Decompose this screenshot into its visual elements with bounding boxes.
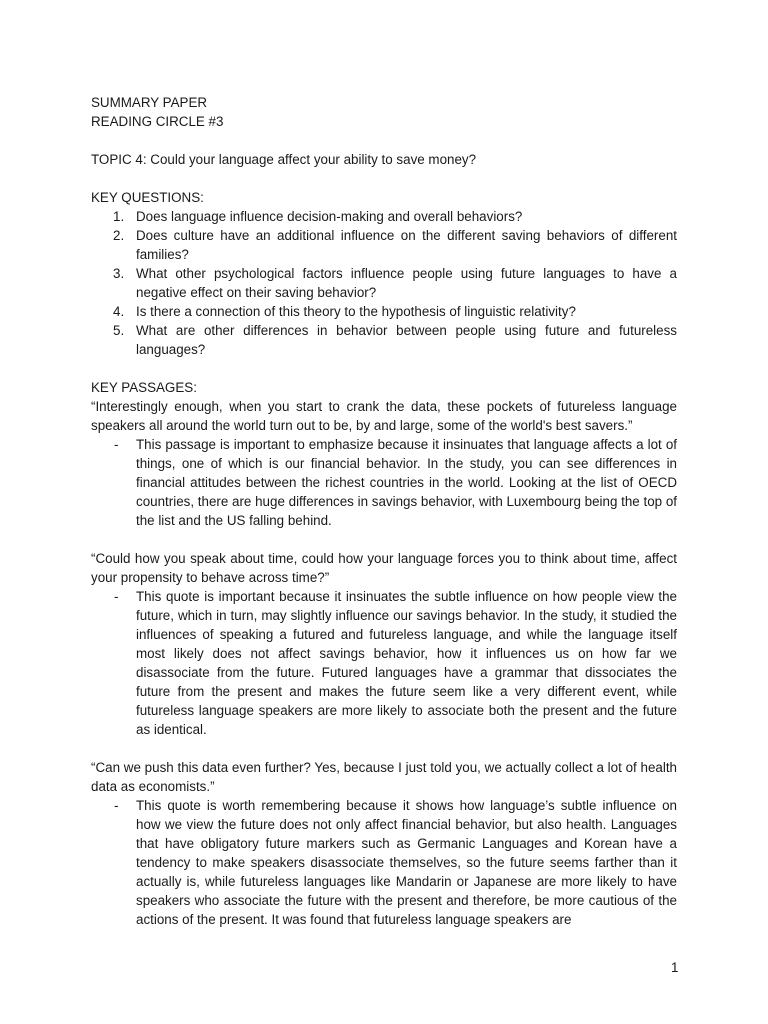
question-number: 1.: [113, 209, 125, 224]
topic-line: TOPIC 4: Could your language affect your ability to save money?: [91, 152, 477, 167]
passage-comment-text: This quote is worth remembering because it shows how language’s subtle influence on how we view the future does not only affect financial behavior, but also health. Languages that have obligatory future markers such as Germanic Languages and Korean have a tendency to make speakers disassociate themselves, so the future seems farther than it actually is, while futureless languages like Mandarin or Japanese are more likely to have speakers who associate the future with the present and therefore, be more cautious of the actions of the present. It was found that futureless language speakers are: [136, 798, 677, 927]
passage-comment-text: This passage is important to emphasize because it insinuates that language affects a lot of things, one of which is our financial behavior. In the study, you can see differences in financial attitudes between the richest countries in the world. Looking at the list of OECD countries, there are huge differences in savings behavior, with Luxembourg being the top of the list and the US falling behind.: [136, 437, 677, 528]
question-number: 3.: [113, 266, 125, 281]
question-text: What other psychological factors influence people using future languages to have a negative effect on their saving behavior?: [136, 266, 677, 300]
key-questions-list: [91, 207, 677, 359]
question-item: [113, 226, 677, 264]
page-number: 1: [671, 960, 679, 975]
passage-quote: “Can we push this data even further? Yes, because I just told you, we actually collect a lot of health data as economists.”: [91, 760, 677, 794]
question-text: Does culture have an additional influence on the different saving behaviors of different families?: [136, 228, 677, 262]
question-item: [113, 207, 677, 226]
question-number: 4.: [113, 304, 125, 319]
header-title: SUMMARY PAPER: [91, 95, 208, 110]
passage-comment-text: This quote is important because it insinuates the subtle influence on how people view the future, which in turn, may slightly influence our savings behavior. In the study, it studied the influences of speaking a futured and futureless language, and while the language itself most likely does not affect savings behavior, how it influences us on how far we disassociate from the future. Futured languages have a grammar that dissociates the future from the present and makes the future seem like a very different event, while futureless language speakers are more likely to associate both the present and the future as identical.: [136, 589, 677, 737]
passage-comment: [91, 796, 677, 929]
passage-comment: [91, 435, 677, 530]
passage-comment: [91, 587, 677, 739]
dash-bullet: -: [114, 589, 119, 604]
question-number: 5.: [113, 323, 125, 338]
question-text: Does language influence decision-making and overall behaviors?: [136, 209, 523, 224]
question-item: [113, 302, 677, 321]
question-item: [113, 321, 677, 359]
question-number: 2.: [113, 228, 125, 243]
header-subtitle: READING CIRCLE #3: [91, 114, 224, 129]
dash-bullet: -: [114, 437, 119, 452]
passage-quote: “Could how you speak about time, could how your language forces you to think about time, affect your propensity to behave across time?”: [91, 551, 677, 585]
key-passages-heading: KEY PASSAGES:: [91, 380, 197, 395]
question-item: [113, 264, 677, 302]
key-questions-heading: KEY QUESTIONS:: [91, 190, 204, 205]
document-body: [91, 93, 677, 929]
passage-quote: “Interestingly enough, when you start to crank the data, these pockets of futureless language speakers all around the world turn out to be, by and large, some of the world's best savers.”: [91, 399, 677, 433]
question-text: What are other differences in behavior between people using future and futureless languages?: [136, 323, 677, 357]
dash-bullet: -: [114, 798, 119, 813]
question-text: Is there a connection of this theory to the hypothesis of linguistic relativity?: [136, 304, 576, 319]
